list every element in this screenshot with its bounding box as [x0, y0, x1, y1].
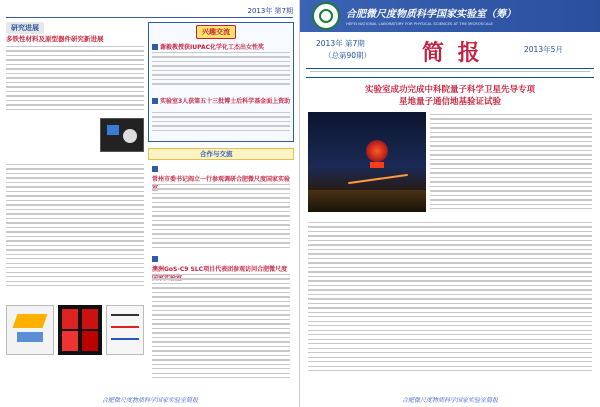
news-item-1: 谢毅教授获IUPAC化学化工杰出女性奖: [152, 42, 292, 51]
exchange-item-1: 常州市委书记阎立一行参观调研合肥微尺度国家实验: [152, 166, 292, 192]
rule-1: [306, 68, 594, 69]
bullet-icon: [152, 44, 158, 50]
exchange-item-2: 澳洲GoS-C9 SLC项目代表团参观访问合肥微尺度: [152, 256, 292, 282]
bullet-icon: [152, 166, 158, 172]
left-footer: 合肥微尺度物质科学国家实验室简报: [101, 397, 198, 404]
research-tag: 研究进展: [6, 22, 44, 34]
satellite-photo: [308, 112, 426, 212]
hysteresis-figure: [58, 305, 102, 355]
news-item-2: 实验室3人获第五十三批博士后科学基金面上资助: [152, 96, 292, 105]
left-page-header: [6, 4, 293, 18]
lab-name: 合肥微尺度物质科学国家实验室（筹）: [346, 9, 516, 20]
right-footer: 合肥微尺度物质科学国家实验室简报: [401, 397, 498, 404]
lab-logo-icon: [312, 2, 340, 30]
headline-line-1: 实验室成功完成中科院量子科学卫星先导专项: [364, 85, 535, 95]
rule-2: [306, 77, 594, 78]
left-issue: 2013年 第7期: [247, 6, 293, 15]
lab-name-en: HEFEI NATIONAL LABORATORY FOR PHYSICAL SCIENCES AT THE MICROSCALE: [346, 21, 493, 26]
plot-figure: [106, 305, 144, 355]
research-body: [6, 46, 144, 113]
total-issue: （总第90期）: [324, 51, 372, 60]
bulletin-title: 简 报: [422, 41, 483, 66]
right-page: [300, 0, 600, 407]
bullet-icon: [152, 98, 158, 104]
research-figure: [100, 118, 144, 152]
device-figure: [6, 305, 54, 355]
exchange-tag: 合作与交流: [200, 150, 233, 158]
news-box-tag: 兴趣交流: [196, 25, 236, 39]
issue-date: 2013年5月: [524, 45, 563, 54]
research-title: 多铁性材料及原型器件研究新进展: [6, 35, 104, 43]
headline-line-2: 星地量子通信地基验证试验: [398, 97, 501, 107]
bullet-icon: [152, 256, 158, 262]
issue-number: 2013年 第7期: [316, 39, 365, 48]
